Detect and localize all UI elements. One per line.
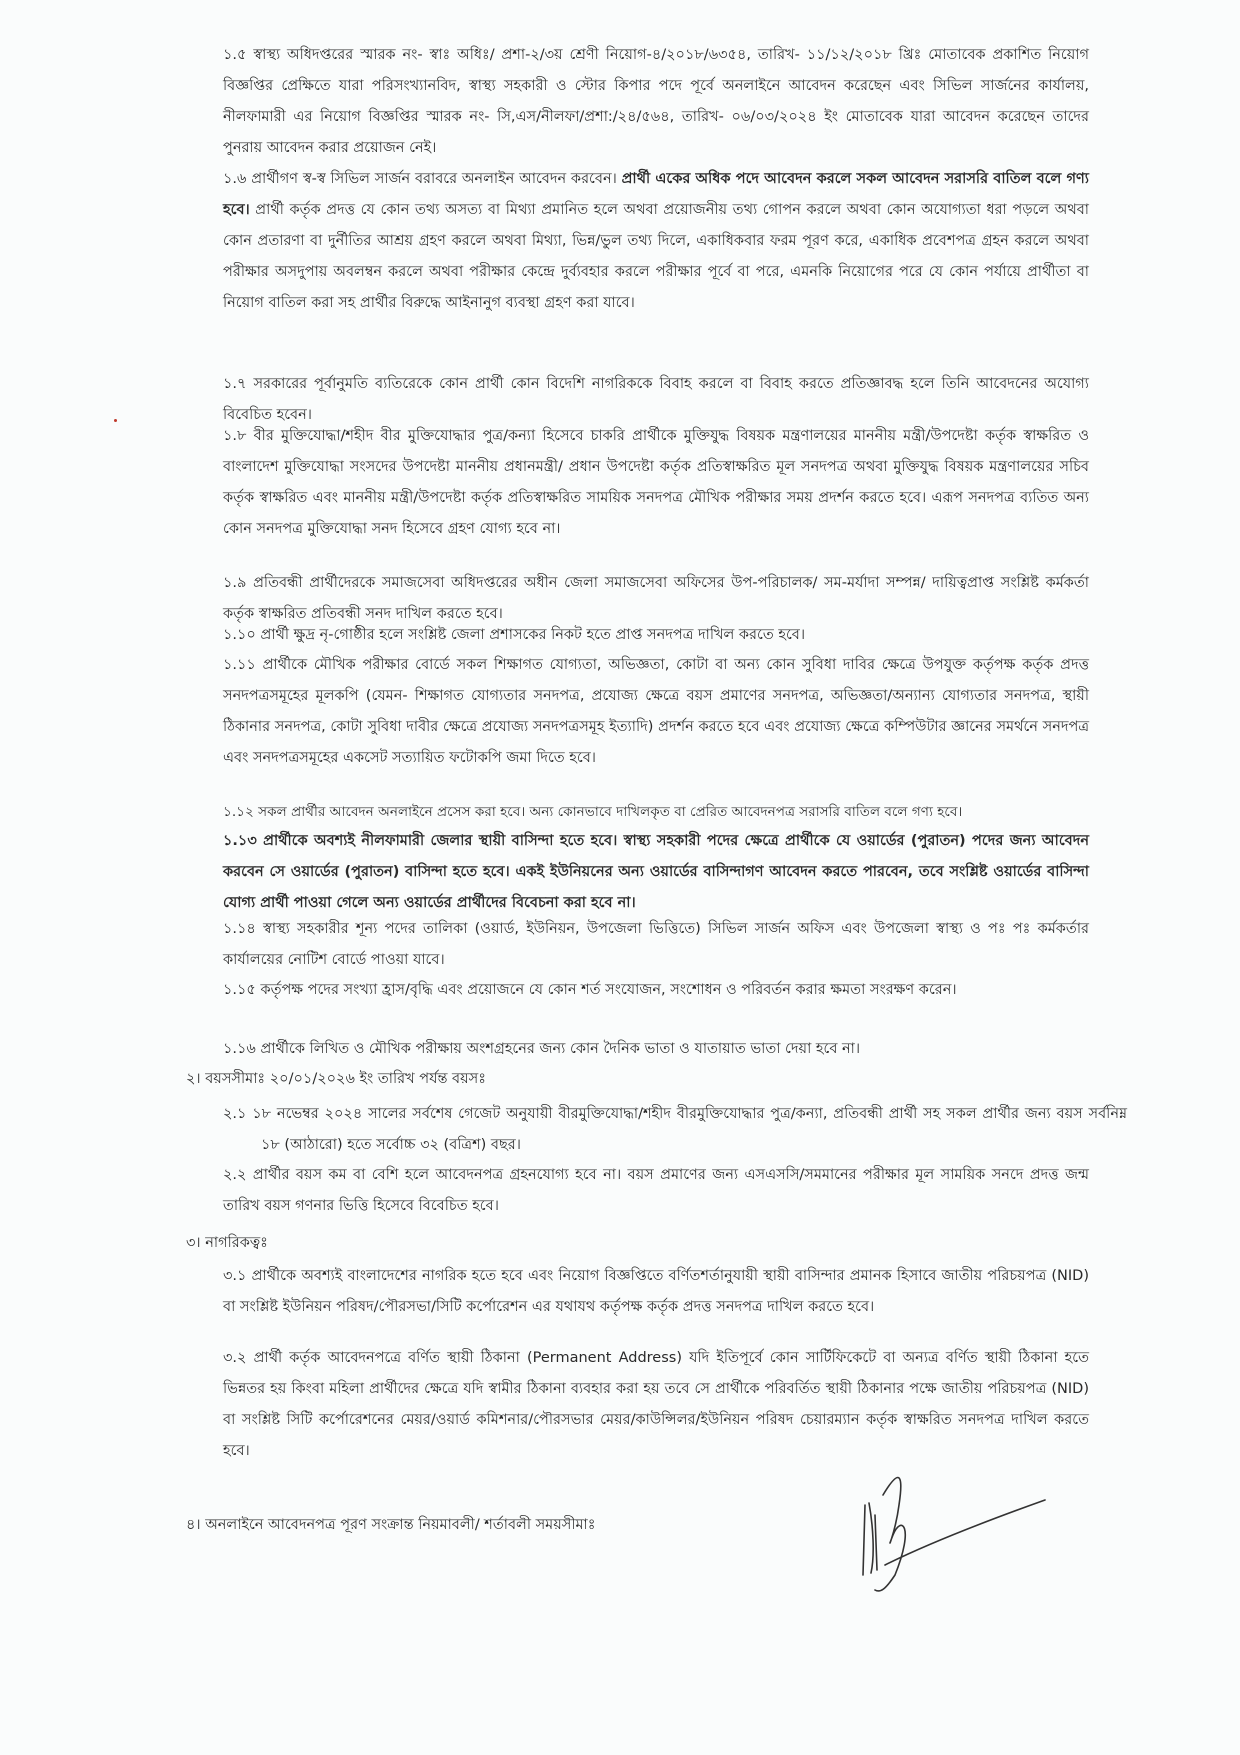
- signature-image: [855, 1465, 1055, 1595]
- paragraph-1-14: ১.১৪ স্বাস্থ্য সহকারীর শূন্য পদের তালিকা (ওয়ার্ড, ইউনিয়ন, উপজেলা ভিত্তিতে) সিভিল সার্জন অফিস এবং উপজেলা স্বাস্থ্য ও পঃ পঃ কর্মকর্তার কার্যালয়ের নোটিশ বোর্ডে পাওয়া যাবে।: [223, 921, 1089, 968]
- paragraph-1-13: ১.১৩ প্রার্থীকে অবশ্যই নীলফামারী জেলার স্থায়ী বাসিন্দা হতে হবে। স্বাস্থ্য সহকারী পদের ক্ষেত্রে প্রার্থীকে যে ওয়ার্ডের (পুরাতন) পদের জন্য আবেদন করবেন সে ওয়ার্ডের (পুরাতন) বাসিন্দা হতে হবে। একই ইউনিয়নের অন্য ওয়ার্ডের বাসিন্দাগণ আবেদন করতে পারবেন, তবে সংশ্লিষ্ট ওয়ার্ডের বাসিন্দা যোগ্য প্রার্থী পাওয়া গেলে অন্য ওয়ার্ডের প্রার্থীদের বিবেচনা করা হবে না।: [223, 833, 1089, 911]
- paragraph-1-6-body: প্রার্থী কর্তৃক প্রদত্ত যে কোন তথ্য অসত্য বা মিথ্যা প্রমানিত হলে অথবা প্রয়োজনীয় তথ্য গোপন করলে অথবা কোন অযোগ্যতা ধরা পড়লে অথবা কোন প্রতারণা বা দুর্নীতির আশ্রয় গ্রহণ করলে অথবা মিথ্যা, ভিন্ন/ভুল তথ্য দিলে, একাধিকবার ফরম পূরণ করে, একাধিক প্রবেশপত্র গ্রহন করলে অথবা পরীক্ষার অসদুপায় অবলম্বন করলে অথবা পরীক্ষার কেন্দ্রে দুর্ব্যবহার করলে পরীক্ষার পূর্বে বা পরে, এমনকি নিয়োগের পরে যে কোন পর্যায়ে প্রার্থীতা বা নিয়োগ বাতিল করা সহ প্রার্থীর বিরুদ্ধে আইনানুগ ব্যবস্থা গ্রহণ করা যাবে।: [223, 202, 1089, 311]
- paragraph-1-7: ১.৭ সরকারের পূর্বানুমতি ব্যতিরেকে কোন প্রার্থী কোন বিদেশি নাগরিককে বিবাহ করলে বা বিবাহ করতে প্রতিজ্ঞাবদ্ধ হলে তিনি আবেদনের অযোগ্য বিবেচিত হবেন।: [223, 376, 1089, 423]
- paragraph-1-6-bold-warning: প্রার্থী একের অধিক পদে আবেদন করলে সকল আবেদন সরাসরি বাতিল বলে গণ্য হবে।: [223, 171, 1089, 218]
- paragraph-3-2: ৩.২ প্রার্থী কর্তৃক আবেদনপত্রে বর্ণিত স্থায়ী ঠিকানা (Permanent Address) যদি ইতিপূর্বে কোন সার্টিফিকেটে বা অন্যত্র বর্ণিত স্থায়ী ঠিকানা হতে ভিন্নতর হয় কিংবা মহিলা প্রার্থীদের ক্ষেত্রে যদি স্বামীর ঠিকানা ব্যবহার করা হয় তবে সে প্রার্থীকে পরিবর্তিত স্থায়ী ঠিকানার পক্ষে জাতীয় পরিচয়পত্র (NID) বা সংশ্লিষ্ট সিটি কর্পোরেশনের মেয়র/ওয়ার্ড কমিশনার/পৌরসভার মেয়র/কাউন্সিলর/ইউনিয়ন পরিষদ চেয়ারম্যান কর্তৃক স্বাক্ষরিত সনদপত্র দাখিল করতে হবে।: [223, 1350, 1089, 1459]
- paragraph-1-15: ১.১৫ কর্তৃপক্ষ পদের সংখ্যা হ্রাস/বৃদ্ধি এবং প্রয়োজনে যে কোন শর্ত সংযোজন, সংশোধন ও পরিবর্তন করার ক্ষমতা সংরক্ষণ করেন।: [223, 982, 957, 998]
- section-4-heading: ৪। অনলাইনে আবেদনপত্র পূরণ সংক্রান্ত নিয়মাবলী/ শর্তাবলী সময়সীমাঃ: [186, 1517, 596, 1533]
- paragraph-1-11: ১.১১ প্রার্থীকে মৌখিক পরীক্ষার বোর্ডে সকল শিক্ষাগত যোগ্যতা, অভিজ্ঞতা, কোটা বা অন্য কোন সুবিধা দাবির ক্ষেত্রে উপযুক্ত কর্তৃপক্ষ কর্তৃক প্রদত্ত সনদপত্রসমূহের মূলকপি (যেমন- শিক্ষাগত যোগ্যতার সনদপত্র, প্রযোজ্য ক্ষেত্রে বয়স প্রমাণের সনদপত্র, অভিজ্ঞতা/অন্যান্য যোগ্যতার সনদপত্র, স্থায়ী ঠিকানার সনদপত্র, কোটা সুবিধা দাবীর ক্ষেত্রে প্রযোজ্য সনদপত্রসমূহ ইত্যাদি) প্রদর্শন করতে হবে এবং প্রযোজ্য ক্ষেত্রে কম্পিউটার জ্ঞানের সমর্থনে সনদপত্র এবং সনদপত্রসমূহের একসেট সত্যায়িত ফটোকপি জমা দিতে হবে।: [223, 657, 1089, 766]
- paragraph-3-1: ৩.১ প্রার্থীকে অবশ্যই বাংলাদেশের নাগরিক হতে হবে এবং নিয়োগ বিজ্ঞপ্তিতে বর্ণিতশর্তানুযায়ী স্থায়ী বাসিন্দার প্রমানক হিসাবে জাতীয় পরিচয়পত্র (NID) বা সংশ্লিষ্ট ইউনিয়ন পরিষদ/পৌরসভা/সিটি কর্পোরেশন এর যথাযথ কর্তৃপক্ষ কর্তৃক প্রদত্ত সনদপত্র দাখিল করতে হবে।: [223, 1268, 1089, 1315]
- red-ink-mark: [114, 419, 117, 422]
- paragraph-1-12: ১.১২ সকল প্রার্থীর আবেদন অনলাইনে প্রসেস করা হবে। অন্য কোনভাবে দাখিলকৃত বা প্রেরিত আবেদনপত্র সরাসরি বাতিল বলে গণ্য হবে।: [223, 804, 963, 820]
- paragraph-2-2: ২.২ প্রার্থীর বয়স কম বা বেশি হলে আবেদনপত্র গ্রহনযোগ্য হবে না। বয়স প্রমাণের জন্য এসএসসি/সমমানের পরীক্ষার মূল সাময়িক সনদে প্রদত্ত জন্ম তারিখ বয়স গণনার ভিত্তি হিসেবে বিবেচিত হবে।: [223, 1167, 1089, 1214]
- section-3-heading: ৩। নাগরিকত্বঃ: [186, 1235, 268, 1251]
- paragraph-1-6-intro: ১.৬ প্রার্থীগণ স্ব-স্ব সিভিল সার্জন বরাবরে অনলাইন আবেদন করবেন।: [223, 171, 622, 187]
- paragraph-1-16: ১.১৬ প্রার্থীকে লিখিত ও মৌখিক পরীক্ষায় অংশগ্রহনের জন্য কোন দৈনিক ভাতা ও যাতায়াত ভাতা দেয়া হবে না।: [223, 1041, 861, 1057]
- paragraph-1-5: ১.৫ স্বাস্থ্য অধিদপ্তরের স্মারক নং- স্বাঃ অধিঃ/ প্রশা-২/৩য় শ্রেণী নিয়োগ-৪/২০১৮/৬৩৫৪, তারিখ- ১১/১২/২০১৮ খ্রিঃ মোতাবেক প্রকাশিত নিয়োগ বিজ্ঞপ্তির প্রেক্ষিতে যারা পরিসংখ্যানবিদ, স্বাস্থ্য সহকারী ও স্টোর কিপার পদে পূর্বে অনলাইনে আবেদন করেছেন এবং সিভিল সার্জনের কার্যালয়, নীলফামারী এর নিয়োগ বিজ্ঞপ্তির স্মারক নং- সি,এস/নীলফা/প্রশা:/২৪/৫৬৪, তারিখ- ০৬/০৩/২০২৪ ইং মোতাবেক যারা আবেদন করেছেন তাদের পুনরায় আবেদন করার প্রয়োজন নেই।: [223, 47, 1089, 156]
- paragraph-1-8: ১.৮ বীর মুক্তিযোদ্ধা/শহীদ বীর মুক্তিযোদ্ধার পুত্র/কন্যা হিসেবে চাকরি প্রার্থীকে মুক্তিযুদ্ধ বিষয়ক মন্ত্রণালয়ের মাননীয় মন্ত্রী/উপদেষ্টা কর্তৃক স্বাক্ষরিত ও বাংলাদেশ মুক্তিযোদ্ধা সংসদের উপদেষ্টা মাননীয় প্রধানমন্ত্রী/ প্রধান উপদেষ্টা কর্তৃক প্রতিস্বাক্ষরিত মূল সনদপত্র অথবা মুক্তিযুদ্ধ বিষয়ক মন্ত্রণালয়ের সচিব কর্তৃক স্বাক্ষরিত এবং মাননীয় মন্ত্রী/উপদেষ্টা কর্তৃক প্রতিস্বাক্ষরিত সাময়িক সনদপত্র মৌখিক পরীক্ষার সময় প্রদর্শন করতে হবে। এরূপ সনদপত্র ব্যতিত অন্য কোন সনদপত্র মুক্তিযোদ্ধা সনদ হিসেবে গ্রহণ যোগ্য হবে না।: [223, 428, 1089, 537]
- paragraph-1-6: [223, 164, 1089, 319]
- paragraph-1-10: ১.১০ প্রার্থী ক্ষুদ্র নৃ-গোষ্ঠীর হলে সংশ্লিষ্ট জেলা প্রশাসকের নিকট হতে প্রাপ্ত সনদপত্র দাখিল করতে হবে।: [223, 627, 806, 643]
- section-2-heading: ২। বয়সসীমাঃ ২০/০১/২০২৬ ইং তারিখ পর্যন্ত বয়সঃ: [186, 1071, 486, 1087]
- paragraph-2-1: ২.১ ১৮ নভেম্বর ২০২৪ সালের সর্বশেষ গেজেট অনুযায়ী বীরমুক্তিযোদ্ধা/শহীদ বীরমুক্তিযোদ্ধার পুত্র/কন্যা, প্রতিবন্ধী প্রার্থী সহ সকল প্রার্থীর জন্য বয়স সর্বনিম্ন ১৮ (আঠারো) হতে সর্বোচ্চ ৩২ (বত্রিশ) বছর।: [223, 1106, 1127, 1153]
- paragraph-1-9: ১.৯ প্রতিবন্ধী প্রার্থীদেরকে সমাজসেবা অধিদপ্তরের অধীন জেলা সমাজসেবা অফিসের উপ-পরিচালক/ সম-মর্যাদা সম্পন্ন/ দায়িত্বপ্রাপ্ত সংশ্লিষ্ট কর্মকর্তা কর্তৃক স্বাক্ষরিত প্রতিবন্ধী সনদ দাখিল করতে হবে।: [223, 575, 1089, 622]
